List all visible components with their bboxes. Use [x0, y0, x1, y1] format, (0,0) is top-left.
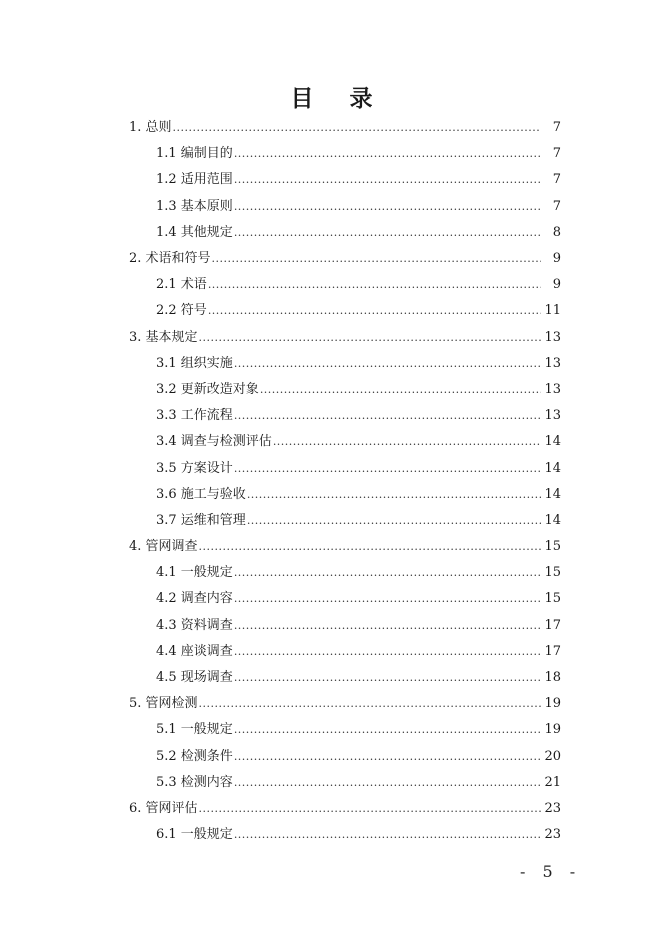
toc-entry-page: 13 — [544, 408, 561, 424]
toc-entry[interactable] — [0, 429, 663, 455]
toc-entry-page: 9 — [552, 277, 561, 293]
toc-entry-page: 8 — [552, 224, 561, 240]
dot-leader — [234, 355, 541, 373]
toc-entry-label: 3.3 工作流程 — [156, 408, 233, 424]
toc-entry-page: 15 — [544, 565, 561, 581]
toc-entry-label: 6.1 一般规定 — [156, 827, 233, 843]
toc-entry-label: 2.1 术语 — [156, 277, 207, 293]
dot-leader — [199, 329, 541, 347]
toc-entry-label: 4. 管网调查 — [129, 539, 198, 555]
toc-entry[interactable] — [0, 351, 663, 377]
toc-entry[interactable] — [0, 717, 663, 743]
toc-entry-label: 3.4 调查与检测评估 — [156, 434, 272, 450]
toc-entry-label: 4.4 座谈调查 — [156, 643, 233, 659]
dot-leader — [234, 460, 541, 478]
toc-entry[interactable] — [0, 534, 663, 560]
toc-entry-page: 7 — [552, 120, 561, 136]
dot-leader — [173, 119, 541, 137]
toc-entry-page: 14 — [544, 460, 561, 476]
toc-entry-label: 6. 管网评估 — [129, 800, 198, 816]
toc-entry[interactable] — [0, 325, 663, 351]
toc-entry-page: 13 — [544, 355, 561, 371]
dot-leader — [234, 224, 541, 242]
dot-leader — [273, 433, 541, 451]
toc-entry[interactable] — [0, 796, 663, 822]
page-title: 目 录 — [290, 85, 387, 112]
dot-leader — [199, 695, 541, 713]
dot-leader — [234, 721, 541, 739]
dot-leader — [234, 774, 541, 792]
toc-entry-page: 19 — [544, 696, 561, 712]
dot-leader — [208, 276, 541, 294]
toc-entry[interactable] — [0, 272, 663, 298]
toc-entry-page: 15 — [544, 591, 561, 607]
toc-entry[interactable] — [0, 246, 663, 272]
toc-entry-page: 7 — [552, 198, 561, 214]
toc-entry[interactable] — [0, 822, 663, 848]
table-of-contents — [0, 115, 663, 848]
dot-leader — [234, 564, 541, 582]
toc-entry[interactable] — [0, 639, 663, 665]
toc-entry[interactable] — [0, 141, 663, 167]
toc-entry-page: 19 — [544, 722, 561, 738]
dot-leader — [199, 800, 541, 818]
dot-leader — [234, 617, 541, 635]
toc-entry-page: 18 — [544, 670, 561, 686]
toc-entry-page: 14 — [544, 434, 561, 450]
toc-entry[interactable] — [0, 691, 663, 717]
dot-leader — [234, 407, 541, 425]
toc-entry-page: 14 — [544, 512, 561, 528]
toc-entry-page: 23 — [544, 827, 561, 843]
toc-entry-page: 7 — [552, 172, 561, 188]
toc-entry-label: 1.1 编制目的 — [156, 146, 233, 162]
dot-leader — [234, 145, 541, 163]
toc-entry[interactable] — [0, 220, 663, 246]
toc-entry-page: 14 — [544, 486, 561, 502]
toc-entry[interactable] — [0, 194, 663, 220]
toc-entry[interactable] — [0, 167, 663, 193]
toc-entry-page: 9 — [552, 251, 561, 267]
dot-leader — [247, 512, 541, 530]
toc-entry[interactable] — [0, 403, 663, 429]
toc-entry[interactable] — [0, 298, 663, 324]
toc-entry[interactable] — [0, 744, 663, 770]
toc-entry-label: 3.5 方案设计 — [156, 460, 233, 476]
toc-entry-page: 7 — [552, 146, 561, 162]
toc-entry-label: 4.5 现场调查 — [156, 670, 233, 686]
toc-entry-label: 2. 术语和符号 — [129, 251, 211, 267]
dot-leader — [234, 643, 541, 661]
dot-leader — [234, 669, 541, 687]
toc-entry-label: 5.1 一般规定 — [156, 722, 233, 738]
toc-entry-label: 5. 管网检测 — [129, 696, 198, 712]
toc-entry[interactable] — [0, 377, 663, 403]
dot-leader — [234, 748, 541, 766]
toc-entry-page: 17 — [544, 643, 561, 659]
toc-entry-page: 20 — [544, 748, 561, 764]
toc-entry[interactable] — [0, 613, 663, 639]
toc-entry[interactable] — [0, 508, 663, 534]
dot-leader — [212, 250, 541, 268]
toc-entry-label: 3.1 组织实施 — [156, 355, 233, 371]
toc-entry[interactable] — [0, 455, 663, 481]
toc-entry[interactable] — [0, 115, 663, 141]
toc-entry-label: 3. 基本规定 — [129, 329, 198, 345]
toc-entry-label: 2.2 符号 — [156, 303, 207, 319]
dot-leader — [208, 302, 541, 320]
toc-entry-label: 3.7 运维和管理 — [156, 512, 246, 528]
toc-entry[interactable] — [0, 586, 663, 612]
dot-leader — [247, 486, 541, 504]
toc-entry[interactable] — [0, 770, 663, 796]
toc-entry[interactable] — [0, 482, 663, 508]
page-number: - 5 - — [520, 862, 582, 881]
toc-entry-label: 1.4 其他规定 — [156, 224, 233, 240]
toc-entry-page: 13 — [544, 329, 561, 345]
dot-leader — [199, 538, 541, 556]
toc-entry-label: 4.1 一般规定 — [156, 565, 233, 581]
dot-leader — [260, 381, 541, 399]
toc-entry-page: 23 — [544, 800, 561, 816]
toc-entry-page: 21 — [544, 774, 561, 790]
toc-entry-label: 1.2 适用范围 — [156, 172, 233, 188]
toc-entry-label: 4.3 资料调查 — [156, 617, 233, 633]
dot-leader — [234, 171, 541, 189]
toc-entry-label: 5.2 检测条件 — [156, 748, 233, 764]
dot-leader — [234, 590, 541, 608]
toc-entry-label: 3.6 施工与验收 — [156, 486, 246, 502]
dot-leader — [234, 198, 541, 216]
toc-entry-page: 15 — [544, 539, 561, 555]
toc-entry[interactable] — [0, 560, 663, 586]
toc-entry-label: 4.2 调查内容 — [156, 591, 233, 607]
toc-entry-label: 5.3 检测内容 — [156, 774, 233, 790]
toc-entry-page: 11 — [544, 303, 561, 319]
toc-entry-label: 1.3 基本原则 — [156, 198, 233, 214]
dot-leader — [234, 826, 541, 844]
toc-entry-label: 3.2 更新改造对象 — [156, 381, 259, 397]
toc-entry[interactable] — [0, 665, 663, 691]
toc-entry-label: 1. 总则 — [129, 120, 172, 136]
toc-entry-page: 17 — [544, 617, 561, 633]
toc-entry-page: 13 — [544, 381, 561, 397]
